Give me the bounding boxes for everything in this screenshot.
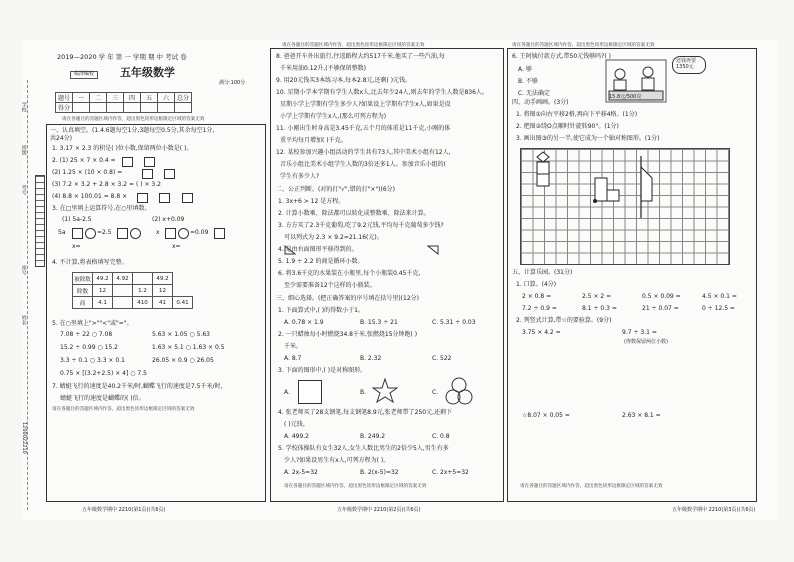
answer-circle[interactable]: [85, 228, 96, 239]
side-label-class: 班级: [20, 145, 27, 155]
choice-2-b: B. 2.32: [360, 355, 382, 362]
score-header-cell: 四: [124, 93, 141, 103]
year-line: 2019—2020 学 年 第 一 学期 期 中 考试 卷: [57, 53, 187, 61]
q10-3: 小学上学期有学生x人,(那么可列方程为): [280, 113, 387, 120]
judge-2: 2. 计算小数乘、除法都可以转化成整数乘、除法来计算。: [278, 210, 430, 217]
score-header-cell: 六: [158, 93, 175, 103]
q3: 3. 在□里填上运算符号,在○里填数。: [52, 205, 151, 212]
choice-5-2: 少人?如果设男生有x人,可列方程为( )。: [284, 457, 390, 464]
score-cell[interactable]: [175, 103, 192, 113]
choice-3: 3. 下面的图形中,( )是对称图形。: [278, 367, 367, 374]
square-icon: [298, 380, 322, 404]
q2-1: 2. (1) 25 × 7 × 0.4 =: [52, 157, 116, 164]
judge-5: 5. 1.9 ÷ 2.2 的商是循环小数。: [278, 258, 364, 265]
q2-4: (4) 8.8 × 100.01 = 8.8 ×: [52, 193, 128, 200]
q4: 4. 不计算,将表格填写完整。: [52, 259, 128, 266]
written-item: 9.7 ÷ 3.1 =: [622, 329, 657, 336]
answer-box[interactable]: [117, 228, 128, 239]
section-4-title: 四、动手画画。(3分): [512, 99, 569, 106]
answer-box[interactable]: [144, 157, 155, 167]
table-cell: 41: [153, 297, 173, 309]
exam-number-boxes: [35, 175, 45, 267]
circles-icon: [444, 376, 474, 406]
choice-1-c: C. 5.31 ÷ 0.03: [432, 319, 476, 326]
draw-2: 2. 把图②绕O点顺时针旋转90°。(1分): [516, 123, 619, 130]
mental-item: 7.2 ÷ 0.9 =: [522, 305, 557, 312]
q3-c: 5a: [58, 229, 66, 236]
star-icon: [372, 378, 398, 404]
judge-3: 3. 方方买了2.3千克葡萄,吃了9.2元钱,平均每千克葡萄多少钱?: [278, 222, 444, 229]
side-label-exam-no: 考号: [20, 185, 27, 195]
section-1-title: 一、认真填空。(1.4.6题每空1分,3题每空0.5分,其余每空1分,: [50, 127, 215, 134]
mental-title: 1. 口算。(4分): [516, 281, 557, 288]
written-title: 2. 列竖式计算,带☆的要验算。(9分): [516, 317, 612, 324]
answer-box[interactable]: [165, 228, 176, 239]
q8-2: 千米用油0.12升,(不够保留整数): [280, 65, 366, 72]
table-cell[interactable]: [113, 285, 133, 297]
table-cell: 4.1: [93, 297, 113, 309]
q1: 1. 3.17 × 2.3 的积是( )位小数,保留两位小数是( )。: [52, 145, 193, 152]
choice-3-a: A.: [284, 389, 290, 396]
table-cell: 商: [73, 297, 93, 309]
page-title: 五年级数学: [120, 66, 175, 79]
q6-c: C. 无法确定: [518, 90, 551, 97]
notice-top-2: 请在各题目的答题区域内作答，超出黑色矩形边框限定区域的答案无效: [282, 43, 425, 48]
notice-top-3: 请在各题目的答题区域内作答，超出黑色矩形边框限定区域的答案无效: [512, 43, 655, 48]
score-cell[interactable]: [73, 103, 90, 113]
choice-2: 2. 一只蜡烛每小时燃烧34.8千米,张燃烧15分钟跑( ): [278, 331, 418, 338]
score-cell[interactable]: [141, 103, 158, 113]
q8: 8. 爸爸开车外出旅行,往返路程大约517千米,他买了一些汽油,每: [276, 53, 445, 60]
binding-line: [27, 80, 28, 510]
answer-box[interactable]: [164, 169, 175, 179]
judge-3-2: 可以列式为 2.3 × 9.2=21.16(元)。: [284, 234, 383, 241]
q12-2: 音乐小组比美术小组学生人数的3倍还多1人。参加音乐小组的(: [280, 161, 446, 168]
q5-item: 5.63 × 1.05 ○ 5.63: [152, 331, 210, 338]
q7-2: 蜻蜓飞行的速度是蝴蝶的( )倍。: [60, 395, 145, 402]
answer-box[interactable]: [182, 193, 193, 203]
q5-item: 7.08 ÷ 22 ○ 7.08: [60, 331, 113, 338]
choice-2-2: 千米。: [284, 343, 303, 350]
grid-shapes: [520, 148, 728, 263]
side-code: 1200022210: [20, 422, 27, 454]
choice-4-a: A. 499.2: [284, 433, 309, 440]
score-table: [55, 92, 192, 113]
score-cell: 得分: [56, 103, 73, 113]
choice-1-a: A. 0.78 × 1.9: [284, 319, 324, 326]
table-cell: 12: [153, 285, 173, 297]
q5-item: 3.3 ÷ 0.1 ○ 3.3 × 0.1: [60, 357, 125, 364]
q6: 6. 王阿姨付款方式,带50元钱够吗?( ): [512, 53, 611, 60]
score-header-cell: 总分: [175, 93, 192, 103]
q11-2: 重平均每月增加( )千克。: [280, 137, 347, 144]
section-1-title-2: 共24分): [50, 135, 72, 142]
table-cell: 除数: [73, 285, 93, 297]
side-label-name: 姓名: [20, 315, 27, 325]
score-cell[interactable]: [107, 103, 124, 113]
choice-4: 4. 张老师买了28支钢笔,每支钢笔8.9元,张老师带了250元,还剩下: [278, 409, 452, 416]
notice-top-1: 请在各题目的答题区域内作答，超出黑色矩形边框限定区域的答案无效: [62, 117, 205, 122]
q3-g2: x=: [172, 243, 181, 250]
table-cell: 49.2: [93, 273, 113, 285]
mental-item: 8.1 ÷ 0.3 =: [582, 305, 617, 312]
speech-bubble: 还钱再要1350元: [672, 56, 706, 74]
section-5-title: 五、计算乐园。(31分): [512, 269, 573, 276]
choice-3-c: C.: [432, 389, 439, 396]
written-item: ☆8.07 × 0.05 =: [522, 412, 570, 419]
price-tag: 15.8元/500克: [609, 94, 642, 100]
choice-2-c: C. 522: [432, 355, 452, 362]
choice-3-b: B.: [360, 389, 367, 396]
choice-2-a: A. 8.7: [284, 355, 302, 362]
choice-4-c: C. 0.8: [432, 433, 450, 440]
q3-b: (2) x+0.09: [152, 216, 185, 223]
full-score: 满分:100分: [219, 80, 246, 86]
score-cell[interactable]: [90, 103, 107, 113]
shape-icon: [284, 245, 296, 255]
draw-1: 1. 将图①向右平移2格,再向下平移4格。(1分): [516, 111, 638, 118]
section-3-title: 三、细心选择。(把正确答案的序号填在括号里)(12分): [276, 295, 419, 302]
footer-page-2: 五年级数学期中 2210(第2页)(共6页): [337, 507, 421, 513]
choice-5: 5. 学校体操队有女生32人,女生人数比男生的2倍少5人,男生有多: [278, 445, 449, 452]
score-cell[interactable]: [124, 103, 141, 113]
mental-item: 2 × 0.8 =: [522, 293, 552, 300]
answer-box[interactable]: [122, 157, 133, 167]
judge-6: 6. 将3.6千克的水果装在小瓶里,每个小瓶装0.45千克,: [278, 270, 421, 277]
choice-5-b: B. 2(x-5)=32: [360, 469, 399, 476]
q3-f: =0.09: [190, 229, 209, 236]
q3-a: (1) 5a-2.5: [62, 216, 92, 223]
answer-box[interactable]: [214, 228, 225, 239]
mental-item: 2.5 × 2 =: [582, 293, 612, 300]
notice-bottom-1: 请在各题目的答题区域内作答，超出黑色矩形边框限定区域的答案无效: [52, 407, 195, 412]
q11: 11. 小刚出生时身高是3.45千克,五个月的体重是11千克,小刚的体: [276, 125, 451, 132]
score-header-cell: 一: [73, 93, 90, 103]
judge-6-2: 至少需要准备12个这样的小瓶装。: [284, 282, 376, 289]
table-cell[interactable]: [113, 297, 133, 309]
side-label-seat: 座号: [20, 265, 27, 275]
q7: 7. 蜻蜓飞行的速度是40.2千米/时,蝴蝶飞行的速度是7.5千米/时,: [52, 383, 223, 390]
choice-1-b: B. 15.3 ÷ 21: [360, 319, 398, 326]
q12-3: 学生有多少人?: [280, 173, 320, 180]
score-header-cell: 五: [141, 93, 158, 103]
mental-item: 0 ÷ 12.5 =: [702, 305, 735, 312]
table-cell: 12: [93, 285, 113, 297]
score-header-cell: 题号: [56, 93, 73, 103]
footer-page-3: 五年级数学期中 2210(第3页)(共6页): [672, 507, 756, 513]
judge-1: 1. 3x+6 > 12 是方程。: [278, 198, 345, 205]
q3-g: x=: [72, 243, 81, 250]
table-cell: 49.2: [153, 273, 173, 285]
written-item: 3.75 × 4.2 =: [522, 329, 561, 336]
side-label-school: 学校: [20, 102, 27, 112]
draw-3: 3. 画出图③的另一半,使它成为一个轴对称图形。(1分): [516, 135, 660, 142]
q2-2: (2) 1.25 × (10 × 0.8) =: [52, 169, 123, 176]
q5-item: 26.05 × 0.9 ○ 26.05: [152, 357, 214, 364]
score-cell[interactable]: [158, 103, 175, 113]
judge-4: 4. 是由右面图形平移得到的。: [278, 246, 358, 253]
footer-page-1: 五年级数学期中 2210(第1页)(共6页): [82, 507, 166, 513]
choice-5-c: C. 2x+5=32: [432, 469, 469, 476]
table-cell: 1.2: [133, 285, 153, 297]
choice-4-b: B. 249.2: [360, 433, 386, 440]
table-cell: 4.92: [113, 273, 133, 285]
q5-item: 0.75 × [(3.2+2.5) × 4] ○ 7.5: [60, 370, 147, 377]
q10-2: 星期小学上学期有学生多少人?如果设上学期有学生x人,如果是设: [280, 101, 451, 108]
q9: 9. 用20元钱买3本练习本,每本2.8元,还剩( )元钱。: [276, 77, 412, 84]
answer-box[interactable]: [137, 193, 148, 203]
table-cell: 0.41: [173, 297, 193, 309]
q10: 10. 星期小学本学期有学生人数x人,比去年少24人,则去年的学生人数是836人。: [276, 89, 488, 96]
mental-item: 4.5 × 0.1 =: [702, 293, 737, 300]
choice-5-a: A. 2x-5=32: [284, 469, 318, 476]
notice-bottom-3: 请在各题目的答题区域内作答，超出黑色矩形边框限定区域的答案无效: [520, 484, 663, 489]
q5-item: 15.2 ÷ 0.99 ○ 15.2: [60, 344, 118, 351]
mental-item: 21 ÷ 0.07 =: [642, 305, 679, 312]
table-cell: 被除数: [73, 273, 93, 285]
notice-bottom-2: 请在各题目的答题区域内作答，超出黑色矩形边框限定区域的答案无效: [284, 484, 427, 489]
mental-item: 0.5 × 0.09 =: [642, 293, 681, 300]
q6-b: B. 不够: [518, 78, 538, 85]
answer-box[interactable]: [72, 228, 83, 239]
q3-e: x: [156, 229, 160, 236]
section-2-title: 二、公正判断。(对的打"√",错的打"×")(6分): [276, 186, 395, 193]
q6-a: A. 够: [518, 66, 532, 73]
table-cell[interactable]: [133, 273, 153, 285]
q5: 5. 在○里填上">""<"或"="。: [52, 320, 133, 327]
q2-3: (3) 7.2 × 3.2 + 2.8 × 3.2 = ( ) × 3.2: [52, 181, 161, 188]
table-cell: 410: [133, 297, 153, 309]
q5-item: 1.63 × 5.1 ○ 1.63 × 0.5: [152, 344, 225, 351]
score-header-cell: 二: [90, 93, 107, 103]
choice-4-2: ( )元钱。: [284, 421, 309, 428]
exam-sheet: [22, 40, 777, 520]
q12: 12. 某校参加兴趣小组活动的学生共有73人,其中美术小组有12人,: [276, 149, 451, 156]
q3-d: =2.5: [97, 229, 112, 236]
score-header-cell: 三: [107, 93, 124, 103]
written-item: 2.63 × 8.1 =: [622, 412, 661, 419]
stamp: 临泽编校: [70, 71, 98, 79]
answer-box[interactable]: [142, 169, 153, 179]
written-note: (得数保留两位小数): [624, 339, 668, 345]
answer-circle[interactable]: [178, 228, 189, 239]
answer-circle[interactable]: [130, 228, 141, 239]
shape-icon: [427, 245, 439, 255]
answer-box[interactable]: [159, 193, 170, 203]
q4-table: [72, 272, 193, 309]
choice-1: 1. 下面算式中,( )的得数小于1。: [278, 307, 364, 314]
